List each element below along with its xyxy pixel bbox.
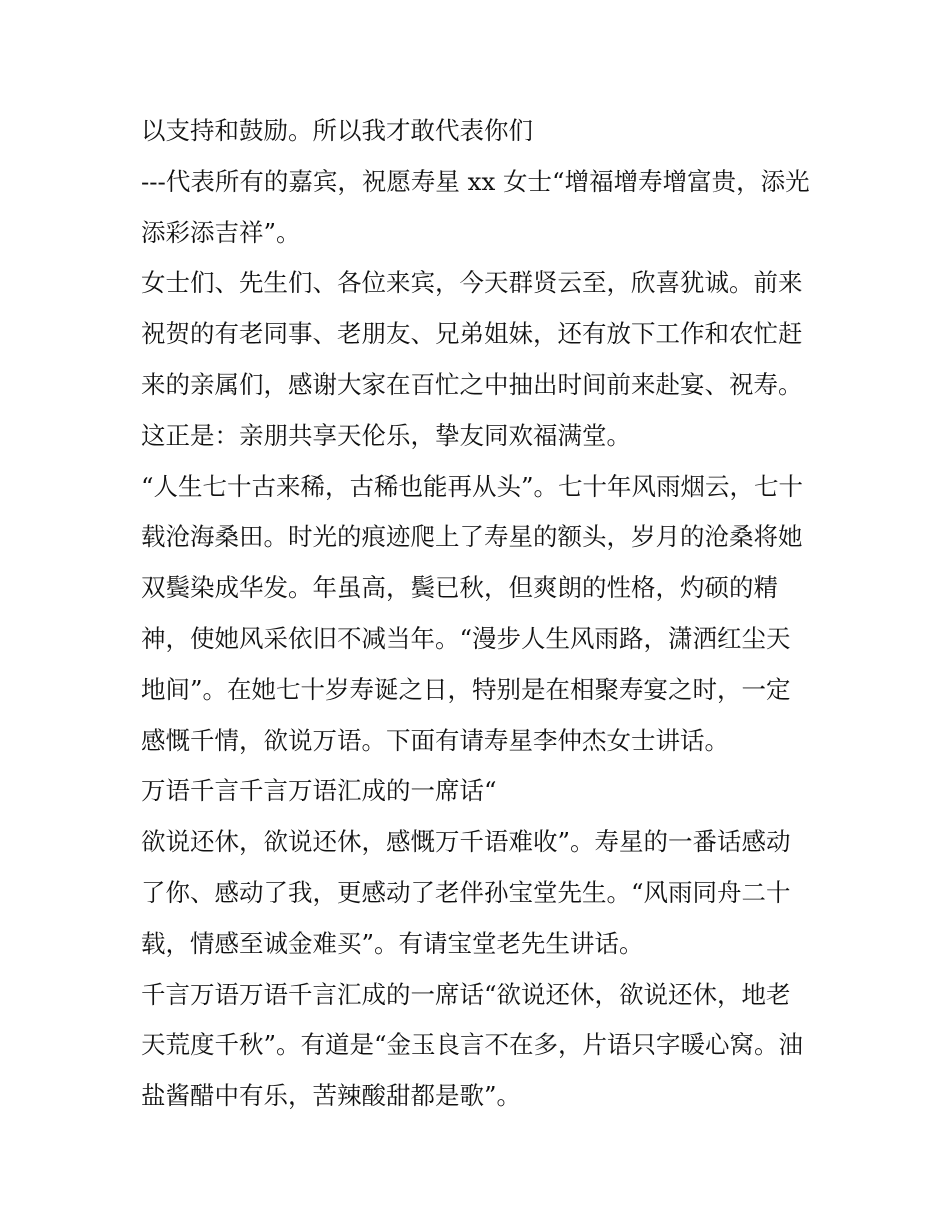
body-text <box>141 106 821 1122</box>
text-line: 载，情感至诚金难买”。有请宝堂老先生讲话。 <box>141 928 644 958</box>
text-line: 地间”。在她七十岁寿诞之日，特别是在相聚寿宴之时，一定 <box>141 674 791 704</box>
text-line: 以支持和鼓励。所以我才敢代表你们 <box>141 116 533 145</box>
text-line: 感慨千情，欲说万语。下面有请寿星李仲杰女士讲话。 <box>141 725 729 755</box>
text-line: 天荒度千秋”。有道是“金玉良言不在多，片语只字暖心窝。油 <box>141 1030 804 1060</box>
text-line: 欲说还休，欲说还休，感慨万千语难收”。寿星的一番话感动 <box>141 827 791 857</box>
text-line: 祝贺的有老同事、老朋友、兄弟姐妹，还有放下工作和农忙赶 <box>141 319 803 349</box>
text-line: 盐酱醋中有乐，苦辣酸甜都是歌”。 <box>141 1081 522 1111</box>
text-line: 添彩添吉祥”。 <box>141 217 301 247</box>
text-line: 女士们、先生们、各位来宾，今天群贤云至，欣喜犹诚。前来 <box>141 268 803 298</box>
text-line: 这正是：亲朋共享天伦乐，挚友同欢福满堂。 <box>141 420 631 450</box>
text-line: ---代表所有的嘉宾，祝愿寿星 xx 女士“增福增寿增富贵，添光 <box>141 166 810 196</box>
text-line: 来的亲属们，感谢大家在百忙之中抽出时间前来赴宴、祝寿。 <box>141 369 803 399</box>
text-line: 了你、感动了我，更感动了老伴孙宝堂先生。“风雨同舟二十 <box>141 877 791 907</box>
text-line: 双鬓染成华发。年虽高，鬓已秋，但爽朗的性格，灼硕的精 <box>141 573 778 603</box>
text-line: 万语千言千言万语汇成的一席话“ <box>141 776 497 806</box>
text-line: 千言万语万语千言汇成的一席话“欲说还休，欲说还休，地老 <box>141 979 791 1009</box>
text-line: 载沧海桑田。时光的痕迹爬上了寿星的额头，岁月的沧桑将她 <box>141 522 803 552</box>
text-line: “人生七十古来稀，古稀也能再从头”。七十年风雨烟云，七十 <box>141 471 804 501</box>
text-line: 神，使她风采依旧不减当年。“漫步人生风雨路，潇洒红尘天 <box>141 623 791 653</box>
